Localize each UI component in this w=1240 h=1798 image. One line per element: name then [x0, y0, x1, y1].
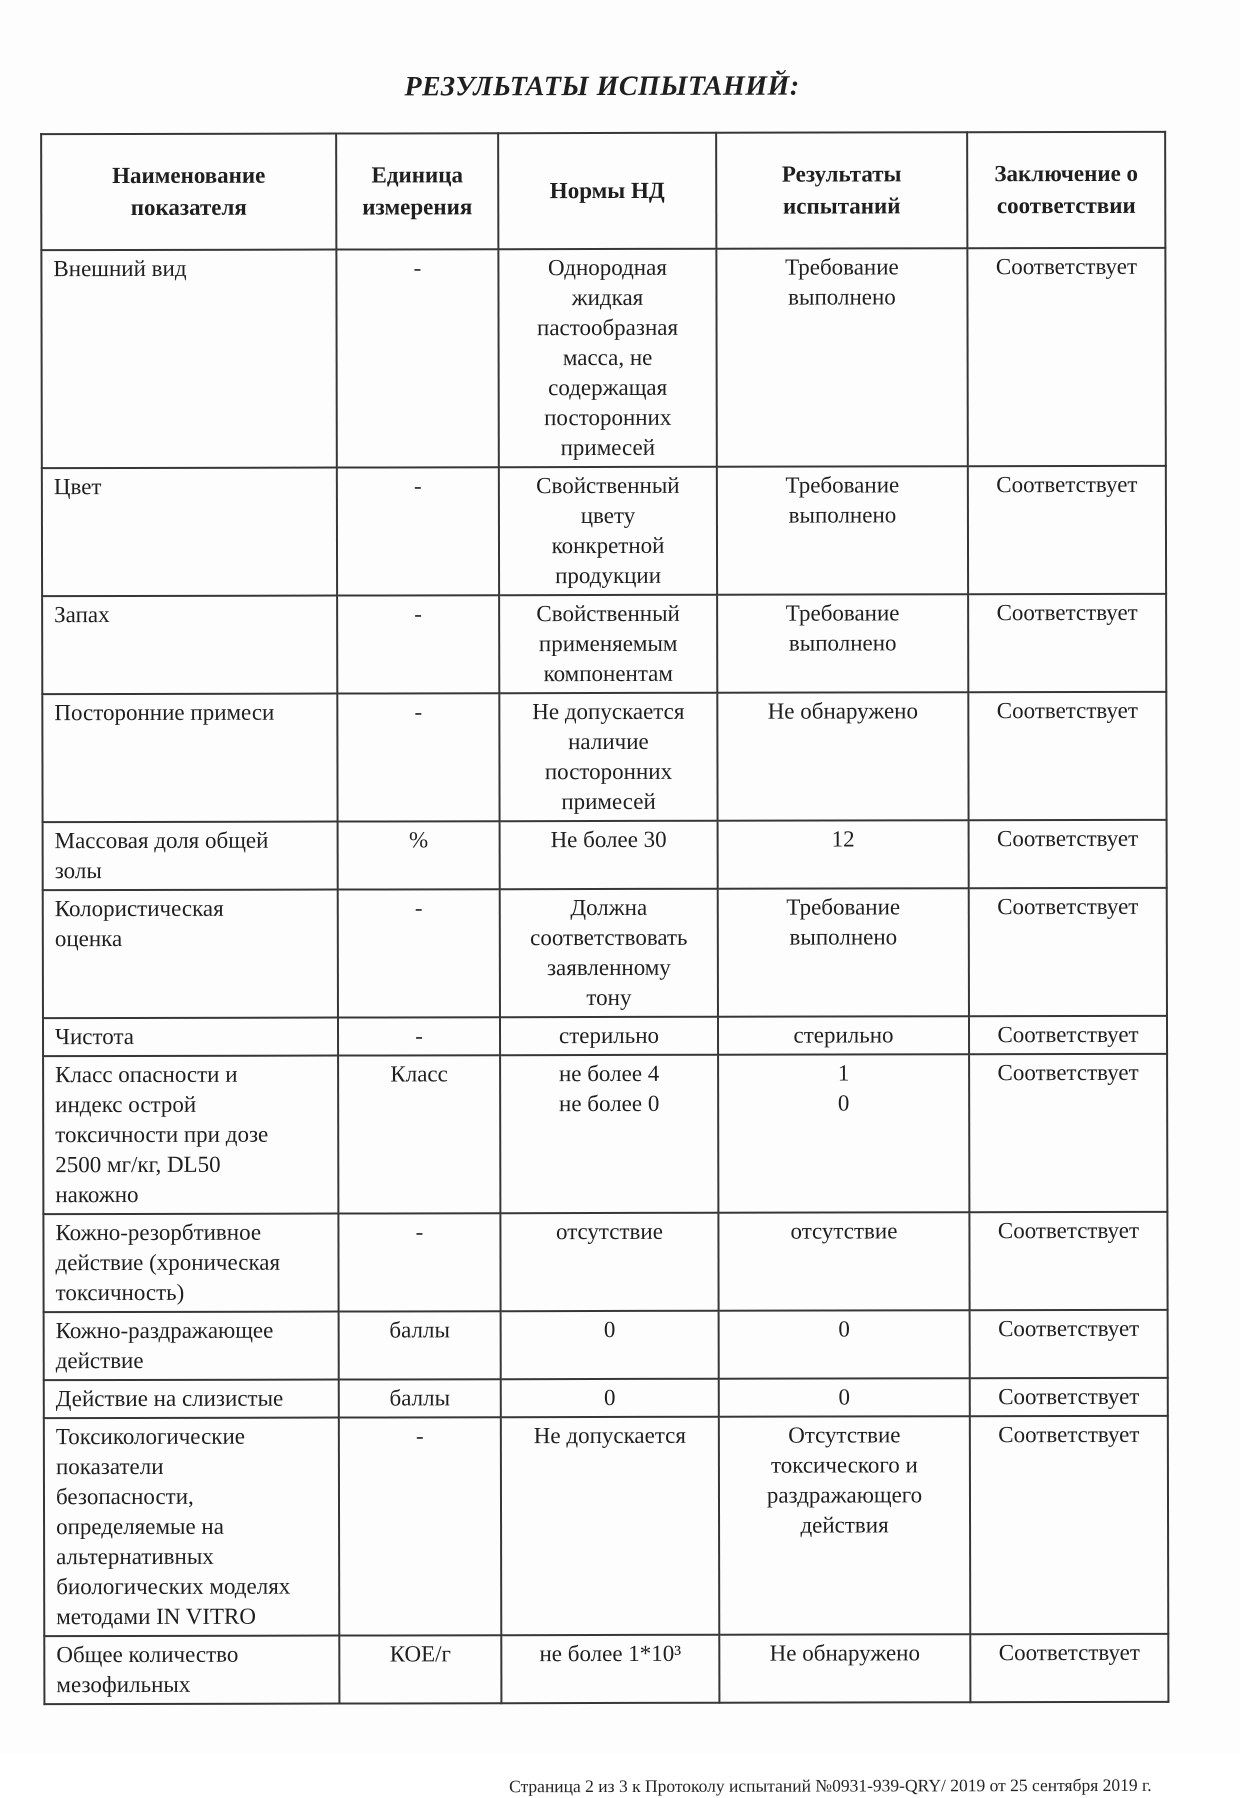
page-footer: Страница 2 из 3 к Протоколу испытаний №0931-939-QRY/ 2019 от 25 сентября 2019 г. — [509, 1774, 1152, 1797]
cell-unit: - — [338, 889, 500, 1017]
cell-conclusion: Соответствует — [969, 1054, 1167, 1212]
table-row — [44, 1416, 1168, 1636]
cell-norm: 0 — [501, 1379, 719, 1417]
cell-indicator-name: Запах — [42, 596, 337, 695]
cell-result: Требование выполнено — [717, 466, 968, 595]
cell-result: Требование выполнено — [718, 888, 969, 1017]
cell-unit: - — [338, 1017, 500, 1055]
cell-conclusion: Соответствует — [970, 1378, 1168, 1416]
cell-norm: отсутствие — [500, 1213, 718, 1311]
table-row — [43, 888, 1167, 1018]
cell-unit: КОЕ/г — [339, 1635, 501, 1703]
table-row — [42, 594, 1166, 694]
cell-norm: Должна соответствовать заявленному тону — [500, 889, 718, 1017]
cell-norm: Свойственный цвету конкретной продукции — [499, 467, 717, 595]
cell-norm: не более 1*10³ — [501, 1635, 719, 1703]
column-header-conclusion: Заключение о соответствии — [967, 132, 1165, 248]
table-row — [43, 1054, 1167, 1214]
cell-conclusion: Соответствует — [969, 820, 1167, 888]
cell-norm: Не более 30 — [500, 821, 718, 889]
cell-norm: не более 4 не более 0 — [500, 1055, 718, 1213]
cell-result: Требование выполнено — [717, 594, 968, 693]
cell-result: Не обнаружено — [719, 1634, 970, 1703]
page-title: РЕЗУЛЬТАТЫ ИСПЫТАНИЙ: — [404, 70, 800, 103]
column-header-unit: Единица измерения — [336, 133, 498, 249]
cell-unit: - — [339, 1417, 501, 1635]
table-body — [41, 248, 1168, 1704]
cell-result: отсутствие — [718, 1212, 969, 1311]
cell-unit: баллы — [339, 1379, 501, 1417]
cell-indicator-name: Внешний вид — [41, 250, 336, 469]
table-row — [43, 820, 1167, 890]
cell-indicator-name: Цвет — [42, 468, 337, 597]
cell-indicator-name: Кожно-раздражающее действие — [44, 1312, 339, 1381]
column-header-result: Результаты испытаний — [716, 132, 967, 249]
cell-conclusion: Соответствует — [970, 1310, 1168, 1378]
cell-indicator-name: Посторонние примеси — [42, 694, 337, 823]
cell-indicator-name: Колористическая оценка — [43, 890, 338, 1019]
table-header-row — [41, 132, 1165, 250]
cell-conclusion: Соответствует — [968, 692, 1166, 820]
cell-indicator-name: Общее количество мезофильных — [44, 1636, 339, 1705]
table-row — [43, 1212, 1167, 1312]
table-row — [44, 1634, 1168, 1704]
cell-unit: - — [336, 249, 498, 467]
cell-unit: - — [337, 693, 499, 821]
cell-conclusion: Соответствует — [970, 1416, 1168, 1634]
cell-indicator-name: Кожно-резорбтивное действие (хроническая токсичность) — [43, 1214, 338, 1313]
cell-result: стерильно — [718, 1016, 969, 1055]
cell-result: 1 0 — [718, 1054, 969, 1213]
cell-conclusion: Соответствует — [967, 248, 1165, 466]
cell-result: Требование выполнено — [716, 248, 967, 467]
cell-norm: Однородная жидкая пастообразная масса, не содержащая посторонних примесей — [498, 249, 716, 467]
cell-norm: стерильно — [500, 1017, 718, 1055]
table-row — [41, 248, 1165, 468]
results-table — [40, 131, 1169, 1705]
cell-norm: Свойственный применяемым компонентам — [499, 595, 717, 693]
table-row — [42, 466, 1166, 596]
cell-unit: % — [338, 821, 500, 889]
cell-unit: - — [338, 1213, 500, 1311]
cell-norm: Не допускается наличие посторонних примесей — [499, 693, 717, 821]
cell-conclusion: Соответствует — [968, 466, 1166, 594]
document-content — [40, 69, 1168, 1798]
cell-conclusion: Соответствует — [969, 1016, 1167, 1054]
cell-unit: Класс — [338, 1055, 500, 1213]
cell-result: Отсутствие токсического и раздражающего действия — [719, 1416, 970, 1635]
cell-result: 0 — [719, 1378, 970, 1417]
cell-indicator-name: Токсикологические показатели безопасности, определяемые на альтернативных биологических моделях методами IN VITRO — [44, 1418, 339, 1637]
column-header-norm: Нормы НД — [498, 133, 716, 249]
cell-result: 12 — [718, 820, 969, 889]
cell-indicator-name: Массовая доля общей золы — [43, 822, 338, 891]
cell-indicator-name: Чистота — [43, 1018, 338, 1057]
cell-result: Не обнаружено — [717, 692, 968, 821]
cell-norm: 0 — [501, 1311, 719, 1379]
cell-unit: - — [337, 467, 499, 595]
cell-result: 0 — [719, 1310, 970, 1379]
cell-unit: баллы — [339, 1311, 501, 1379]
cell-conclusion: Соответствует — [969, 1212, 1167, 1310]
cell-conclusion: Соответствует — [970, 1634, 1168, 1702]
table-row — [44, 1310, 1168, 1380]
cell-indicator-name: Класс опасности и индекс острой токсичности при дозе 2500 мг/кг, DL50 накожно — [43, 1056, 338, 1215]
cell-norm: Не допускается — [501, 1417, 719, 1635]
table-row — [43, 1016, 1167, 1056]
table-row — [42, 692, 1166, 822]
table-row — [44, 1378, 1168, 1418]
cell-unit: - — [337, 595, 499, 693]
cell-indicator-name: Действие на слизистые — [44, 1380, 339, 1419]
column-header-indicator: Наименование показателя — [41, 134, 336, 251]
cell-conclusion: Соответствует — [968, 594, 1166, 692]
cell-conclusion: Соответствует — [969, 888, 1167, 1016]
